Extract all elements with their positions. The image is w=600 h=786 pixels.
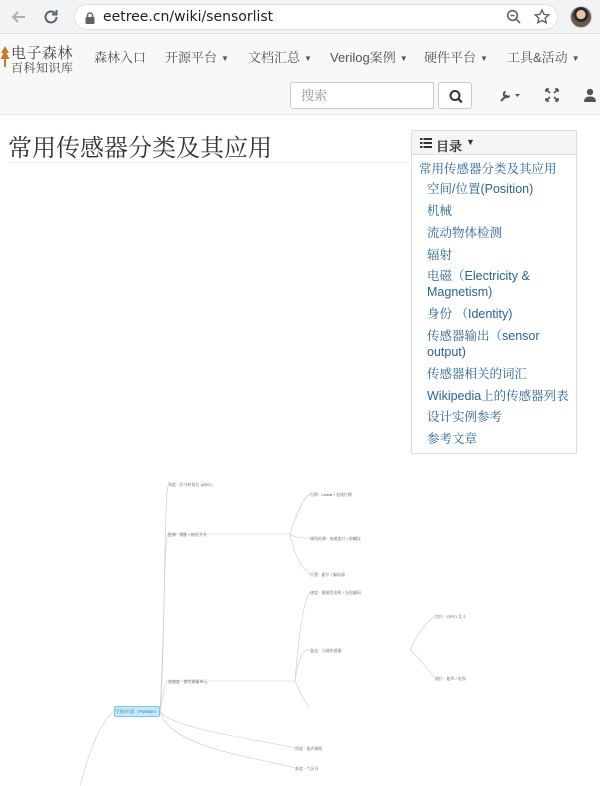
mindmap-root-node: 空间/位置（Position） <box>114 706 160 717</box>
toc-label: 目录 <box>436 139 463 154</box>
fullscreen-icon[interactable] <box>544 87 560 103</box>
toc-link-main[interactable]: 常用传感器分类及其应用 <box>419 162 557 176</box>
caret-down-icon: ▼ <box>399 54 408 64</box>
caret-down-icon: ▼ <box>221 54 229 64</box>
toc-toggle[interactable] <box>412 131 576 155</box>
mindmap-node: 角度 · 区分转角位 (ADC) <box>168 482 212 487</box>
url-text[interactable]: eetree.cn/wiki/sensorlist <box>103 9 274 25</box>
zoom-icon[interactable] <box>505 8 523 26</box>
menu-open-platform[interactable] <box>165 47 229 66</box>
search-input[interactable] <box>290 82 434 109</box>
menu-label: 文档汇总 <box>248 50 301 65</box>
logo-subtitle: 百科知识库 <box>11 61 74 75</box>
reload-icon[interactable] <box>40 6 62 28</box>
menu-label: Verilog案例 <box>330 50 396 65</box>
caret-down-icon: ▼ <box>480 54 488 64</box>
toc-link-vocabulary[interactable]: 传感器相关的词汇 <box>427 367 528 381</box>
mindmap-node: 液位 · 超声 / 电容 <box>435 676 466 681</box>
mindmap-node: 加速度 · 惯性测量单元 <box>168 679 208 684</box>
lock-icon <box>85 11 95 23</box>
logo-title: 电子森林 <box>11 45 74 62</box>
menu-tools-events[interactable] <box>507 47 580 66</box>
caret-down-icon: ▼ <box>304 54 312 64</box>
sensor-mindmap-image <box>80 478 580 786</box>
mindmap-node: 倾角检测 · 加速度计 / 陀螺仪 <box>310 536 361 541</box>
search-icon <box>439 83 473 110</box>
mindmap-node: 距离 · 测距 / 接近开关 <box>168 532 207 537</box>
caret-down-icon: ▼ <box>466 137 475 147</box>
mindmap-node: 高度 · 气压计 <box>295 766 319 771</box>
list-icon <box>420 138 432 148</box>
toc-link-design-examples[interactable]: 设计实例参考 <box>427 410 503 424</box>
mindmap-node: 定位 · GPS / 北斗 <box>435 614 467 619</box>
user-icon[interactable] <box>582 87 598 103</box>
browser-toolbar <box>0 0 600 34</box>
page-title: 常用传感器分类及其应用 <box>8 135 272 162</box>
search-button[interactable] <box>438 82 472 109</box>
menu-forest-entry[interactable] <box>94 47 146 66</box>
mindmap-node: 位置 · 霍尔 / 编码器 <box>310 572 345 577</box>
wrench-icon[interactable] <box>499 87 515 103</box>
menu-label: 开源平台 <box>165 50 218 65</box>
toc-link-electromagnetism[interactable]: 电磁（Electricity & Magnetism) <box>427 269 530 299</box>
logo-tree-icon <box>0 45 10 69</box>
title-divider <box>8 162 410 163</box>
toc-link-wikipedia-list[interactable]: Wikipedia上的传感器列表 <box>427 389 569 403</box>
menu-hardware[interactable] <box>424 47 488 66</box>
toc-link-flow[interactable]: 流动物体检测 <box>427 226 503 240</box>
toc-link-identity[interactable]: 身份 （Identity) <box>427 307 513 321</box>
mindmap-node: 厚度 · 超声测厚 <box>295 746 323 751</box>
menu-docs[interactable] <box>248 47 312 66</box>
menu-label: 森林入口 <box>94 50 147 65</box>
menu-label: 硬件平台 <box>424 50 477 65</box>
menu-verilog[interactable] <box>330 47 408 66</box>
caret-down-icon: ▼ <box>571 54 580 64</box>
site-logo[interactable] <box>0 39 72 75</box>
toc-link-radiation[interactable]: 辐射 <box>427 248 453 262</box>
back-arrow-icon[interactable] <box>8 6 30 28</box>
site-navbar <box>0 35 600 115</box>
toc-link-sensor-output[interactable]: 传感器输出（sensor output) <box>427 329 540 359</box>
mindmap-node: 速度 · 测速发电机 / 光电编码 <box>310 590 361 595</box>
toc-link-references[interactable]: 参考文章 <box>427 432 478 446</box>
menu-label: 工具&活动 <box>507 50 568 65</box>
profile-avatar[interactable] <box>570 6 592 28</box>
mindmap-node: 姿态 · 九轴传感器 <box>310 648 342 653</box>
toc-link-position[interactable]: 空间/位置(Position) <box>427 182 534 196</box>
mindmap-node: 位移 · Linear / 直线位移 <box>310 492 353 497</box>
address-bar[interactable] <box>74 4 558 30</box>
bookmark-star-icon[interactable] <box>533 8 551 26</box>
toc-link-mechanical[interactable]: 机械 <box>427 204 453 218</box>
toc-panel <box>411 130 577 454</box>
mindmap-connectors <box>80 478 580 786</box>
